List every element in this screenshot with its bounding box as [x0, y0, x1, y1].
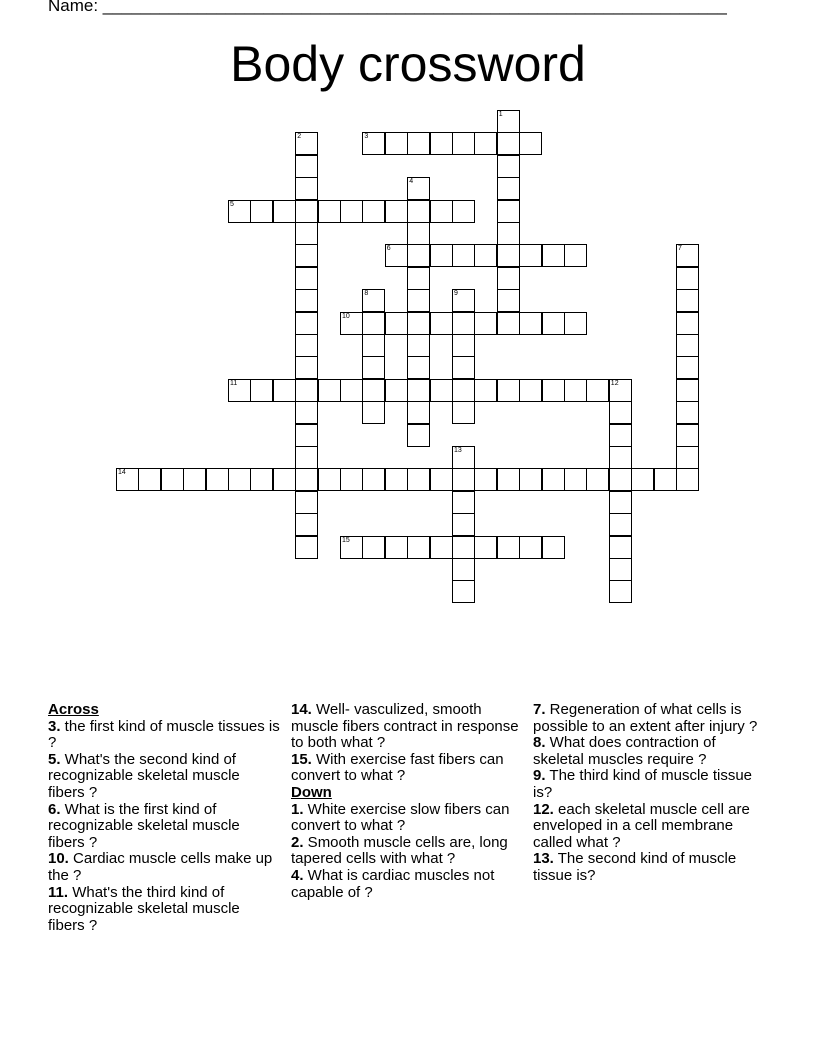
- crossword-cell[interactable]: [452, 200, 475, 223]
- crossword-cell[interactable]: [564, 468, 587, 491]
- clue-across-3: 3. the first kind of muscle tissues is ?: [48, 717, 280, 752]
- clue-across-5: 5. What's the second kind of recognizable skeletal muscle fibers ?: [48, 750, 240, 801]
- crossword-cell[interactable]: [407, 424, 430, 447]
- crossword-cell[interactable]: [295, 424, 318, 447]
- crossword-cell[interactable]: [273, 200, 296, 223]
- crossword-cell[interactable]: [452, 244, 475, 267]
- clue-down-1: 1. White exercise slow fibers can convert to what ?: [291, 800, 510, 835]
- crossword-cell[interactable]: [385, 244, 408, 267]
- crossword-cell[interactable]: [273, 379, 296, 402]
- crossword-cell[interactable]: [318, 379, 341, 402]
- clue-across-14: 14. Well- vasculized, smooth muscle fibers contract in response to both what ?: [291, 701, 519, 752]
- crossword-cell[interactable]: [609, 536, 632, 559]
- crossword-cell[interactable]: [474, 468, 497, 491]
- crossword-cell[interactable]: [452, 536, 475, 559]
- cell-number: 8: [364, 290, 369, 298]
- crossword-cell[interactable]: [519, 379, 542, 402]
- crossword-cell[interactable]: [250, 468, 273, 491]
- crossword-cell[interactable]: [295, 468, 318, 491]
- crossword-cell[interactable]: [340, 200, 363, 223]
- crossword-cell[interactable]: [295, 132, 318, 155]
- crossword-cell[interactable]: [295, 200, 318, 223]
- crossword-cell[interactable]: [452, 558, 475, 581]
- crossword-cell[interactable]: [407, 379, 430, 402]
- crossword-cell[interactable]: [295, 513, 318, 536]
- crossword-cell[interactable]: [519, 468, 542, 491]
- crossword-cell[interactable]: [497, 200, 520, 223]
- crossword-cell[interactable]: [609, 424, 632, 447]
- crossword-cell[interactable]: [542, 244, 565, 267]
- crossword-cell[interactable]: [362, 356, 385, 379]
- crossword-cell[interactable]: [295, 356, 318, 379]
- crossword-cell[interactable]: [609, 491, 632, 514]
- crossword-cell[interactable]: [497, 289, 520, 312]
- cell-number: 4: [409, 178, 414, 186]
- crossword-cell[interactable]: [452, 446, 475, 469]
- crossword-cell[interactable]: [407, 222, 430, 245]
- crossword-cell[interactable]: [318, 468, 341, 491]
- crossword-cell[interactable]: [318, 200, 341, 223]
- crossword-cell[interactable]: [564, 244, 587, 267]
- crossword-cell[interactable]: [609, 379, 632, 402]
- crossword-cell[interactable]: [676, 379, 699, 402]
- crossword-cell[interactable]: [519, 536, 542, 559]
- crossword-cell[interactable]: [676, 312, 699, 335]
- down-heading: Down: [291, 783, 332, 801]
- crossword-cell[interactable]: [586, 468, 609, 491]
- crossword-cell[interactable]: [542, 379, 565, 402]
- crossword-cell[interactable]: [609, 513, 632, 536]
- crossword-cell[interactable]: [452, 312, 475, 335]
- clue-across-11: 11. What's the third kind of recognizable skeletal muscle fibers ?: [48, 883, 240, 934]
- crossword-cell[interactable]: [676, 468, 699, 491]
- crossword-cell[interactable]: [430, 536, 453, 559]
- crossword-cell[interactable]: [452, 132, 475, 155]
- crossword-cell[interactable]: [497, 267, 520, 290]
- crossword-cell[interactable]: [250, 379, 273, 402]
- crossword-cell[interactable]: [497, 132, 520, 155]
- crossword-cell[interactable]: [407, 200, 430, 223]
- crossword-cell[interactable]: [340, 379, 363, 402]
- crossword-cell[interactable]: [295, 491, 318, 514]
- cell-number: 11: [230, 379, 238, 387]
- crossword-cell[interactable]: [385, 379, 408, 402]
- clues-column-3: [533, 702, 765, 885]
- crossword-cell[interactable]: [295, 401, 318, 424]
- crossword-cell[interactable]: [430, 244, 453, 267]
- crossword-cell[interactable]: [407, 244, 430, 267]
- crossword-cell[interactable]: [362, 379, 385, 402]
- crossword-cell[interactable]: [407, 267, 430, 290]
- crossword-cell[interactable]: [609, 446, 632, 469]
- clue-down-9: 9. The third kind of muscle tissue is?: [533, 767, 752, 801]
- crossword-cell[interactable]: [609, 580, 632, 603]
- crossword-cell[interactable]: [631, 468, 654, 491]
- crossword-cell[interactable]: [452, 468, 475, 491]
- crossword-cell[interactable]: [474, 244, 497, 267]
- crossword-cell[interactable]: [362, 312, 385, 335]
- cell-number: 15: [342, 536, 350, 544]
- crossword-cell[interactable]: [609, 558, 632, 581]
- crossword-cell[interactable]: [295, 446, 318, 469]
- crossword-cell[interactable]: [295, 379, 318, 402]
- crossword-cell[interactable]: [295, 334, 318, 357]
- crossword-cell[interactable]: [295, 536, 318, 559]
- crossword-cell[interactable]: [474, 379, 497, 402]
- crossword-cell[interactable]: [295, 177, 318, 200]
- crossword-cell[interactable]: [295, 155, 318, 178]
- cell-number: 9: [454, 290, 458, 298]
- crossword-cell[interactable]: [497, 468, 520, 491]
- crossword-cell[interactable]: [295, 312, 318, 335]
- crossword-cell[interactable]: [407, 468, 430, 491]
- name-field-label: Name: __________________________________________________________________: [48, 0, 727, 15]
- crossword-cell[interactable]: [161, 468, 184, 491]
- crossword-cell[interactable]: [519, 132, 542, 155]
- crossword-cell[interactable]: [542, 468, 565, 491]
- crossword-cell[interactable]: [385, 468, 408, 491]
- crossword-cell[interactable]: [452, 356, 475, 379]
- crossword-cell[interactable]: [497, 177, 520, 200]
- crossword-cell[interactable]: [564, 312, 587, 335]
- crossword-cell[interactable]: [564, 379, 587, 402]
- crossword-cell[interactable]: [295, 222, 318, 245]
- crossword-cell[interactable]: [497, 379, 520, 402]
- crossword-cell[interactable]: [362, 468, 385, 491]
- cell-number: 5: [230, 200, 234, 208]
- crossword-cell[interactable]: [452, 289, 475, 312]
- crossword-cell[interactable]: [430, 312, 453, 335]
- crossword-cell[interactable]: [519, 244, 542, 267]
- crossword-cell[interactable]: [362, 132, 385, 155]
- crossword-cell[interactable]: [676, 401, 699, 424]
- crossword-cell[interactable]: [407, 334, 430, 357]
- crossword-cell[interactable]: [295, 289, 318, 312]
- crossword-cell[interactable]: [362, 401, 385, 424]
- crossword-cell[interactable]: [340, 312, 363, 335]
- crossword-cell[interactable]: [385, 200, 408, 223]
- crossword-cell[interactable]: [295, 267, 318, 290]
- clue-across-15: 15. With exercise fast fibers can convert to what ?: [291, 750, 504, 785]
- crossword-cell[interactable]: [497, 244, 520, 267]
- crossword-cell[interactable]: [474, 312, 497, 335]
- across-heading: Across: [48, 701, 99, 718]
- crossword-cell[interactable]: [183, 468, 206, 491]
- crossword-cell[interactable]: [452, 580, 475, 603]
- page-title: Body crossword: [230, 36, 586, 92]
- crossword-cell[interactable]: [497, 536, 520, 559]
- crossword-cell[interactable]: [430, 200, 453, 223]
- crossword-cell[interactable]: [676, 289, 699, 312]
- clue-across-10: 10. Cardiac muscle cells make up the ?: [48, 850, 273, 884]
- cell-number: 3: [364, 133, 369, 141]
- crossword-cell[interactable]: [497, 312, 520, 335]
- crossword-cell[interactable]: [407, 177, 430, 200]
- crossword-cell[interactable]: [273, 468, 296, 491]
- crossword-cell[interactable]: [385, 536, 408, 559]
- crossword-cell[interactable]: [676, 244, 699, 267]
- crossword-cell[interactable]: [452, 513, 475, 536]
- crossword-cell[interactable]: [362, 334, 385, 357]
- clue-down-7: 7. Regeneration of what cells is possible to an extent after injury ?: [533, 701, 758, 735]
- crossword-cell[interactable]: [676, 446, 699, 469]
- crossword-cell[interactable]: [407, 356, 430, 379]
- crossword-cell[interactable]: [407, 401, 430, 424]
- crossword-cell[interactable]: [250, 200, 273, 223]
- crossword-cell[interactable]: [385, 132, 408, 155]
- crossword-cell[interactable]: [497, 222, 520, 245]
- crossword-cell[interactable]: [385, 312, 408, 335]
- crossword-cell[interactable]: [586, 379, 609, 402]
- crossword-cell[interactable]: [116, 468, 139, 491]
- crossword-cell[interactable]: [340, 536, 363, 559]
- crossword-cell[interactable]: [676, 267, 699, 290]
- cell-number: 7: [678, 245, 682, 253]
- crossword-cell[interactable]: [430, 132, 453, 155]
- crossword-cell[interactable]: [609, 468, 632, 491]
- crossword-cell[interactable]: [474, 132, 497, 155]
- cell-number: 2: [297, 133, 302, 141]
- cell-number: 14: [118, 469, 126, 477]
- crossword-cell[interactable]: [407, 289, 430, 312]
- cell-number: 1: [498, 111, 503, 118]
- crossword-cell[interactable]: [407, 132, 430, 155]
- clue-down-4: 4. What is cardiac muscles not capable of ?: [291, 866, 495, 901]
- crossword-cell[interactable]: [407, 312, 430, 335]
- crossword-cell[interactable]: [407, 536, 430, 559]
- crossword-cell[interactable]: [362, 289, 385, 312]
- crossword-cell[interactable]: [452, 379, 475, 402]
- crossword-cell[interactable]: [430, 379, 453, 402]
- crossword-cell[interactable]: [497, 155, 520, 178]
- cell-number: 13: [454, 447, 462, 454]
- crossword-cell[interactable]: [362, 200, 385, 223]
- crossword-cell[interactable]: [228, 200, 251, 223]
- clue-down-2: 2. Smooth muscle cells are, long tapered cells with what ?: [291, 833, 508, 868]
- cell-number: 6: [386, 245, 391, 253]
- crossword-cell[interactable]: [228, 379, 251, 402]
- clue-down-8: 8. What does contraction of skeletal muscles require ?: [533, 734, 716, 768]
- crossword-cell[interactable]: [474, 536, 497, 559]
- crossword-cell[interactable]: [430, 468, 453, 491]
- crossword-cell[interactable]: [654, 468, 677, 491]
- crossword-cell[interactable]: [138, 468, 161, 491]
- crossword-cell[interactable]: [519, 312, 542, 335]
- crossword-cell[interactable]: [452, 401, 475, 424]
- clue-down-12: 12. each skeletal muscle cell are enveloped in a cell membrane called what ?: [533, 800, 750, 851]
- crossword-cell[interactable]: [295, 244, 318, 267]
- clues-column-2: [291, 702, 523, 901]
- crossword-cell[interactable]: [452, 491, 475, 514]
- crossword-cell[interactable]: [676, 356, 699, 379]
- clues-column-1: [48, 702, 280, 934]
- crossword-cell[interactable]: [676, 424, 699, 447]
- crossword-cell[interactable]: [542, 312, 565, 335]
- cell-number: 10: [342, 312, 350, 320]
- clue-down-13: 13. The second kind of muscle tissue is?: [533, 850, 737, 884]
- crossword-cell[interactable]: [542, 536, 565, 559]
- crossword-cell[interactable]: [206, 468, 229, 491]
- crossword-cell[interactable]: [609, 401, 632, 424]
- cell-number: 12: [610, 379, 619, 387]
- crossword-cell[interactable]: [676, 334, 699, 357]
- crossword-cell[interactable]: [497, 110, 520, 133]
- crossword-cell[interactable]: [340, 468, 363, 491]
- crossword-cell[interactable]: [362, 536, 385, 559]
- crossword-cell[interactable]: [452, 334, 475, 357]
- crossword-cell[interactable]: [228, 468, 251, 491]
- clue-across-6: 6. What is the first kind of recognizable skeletal muscle fibers ?: [48, 800, 240, 851]
